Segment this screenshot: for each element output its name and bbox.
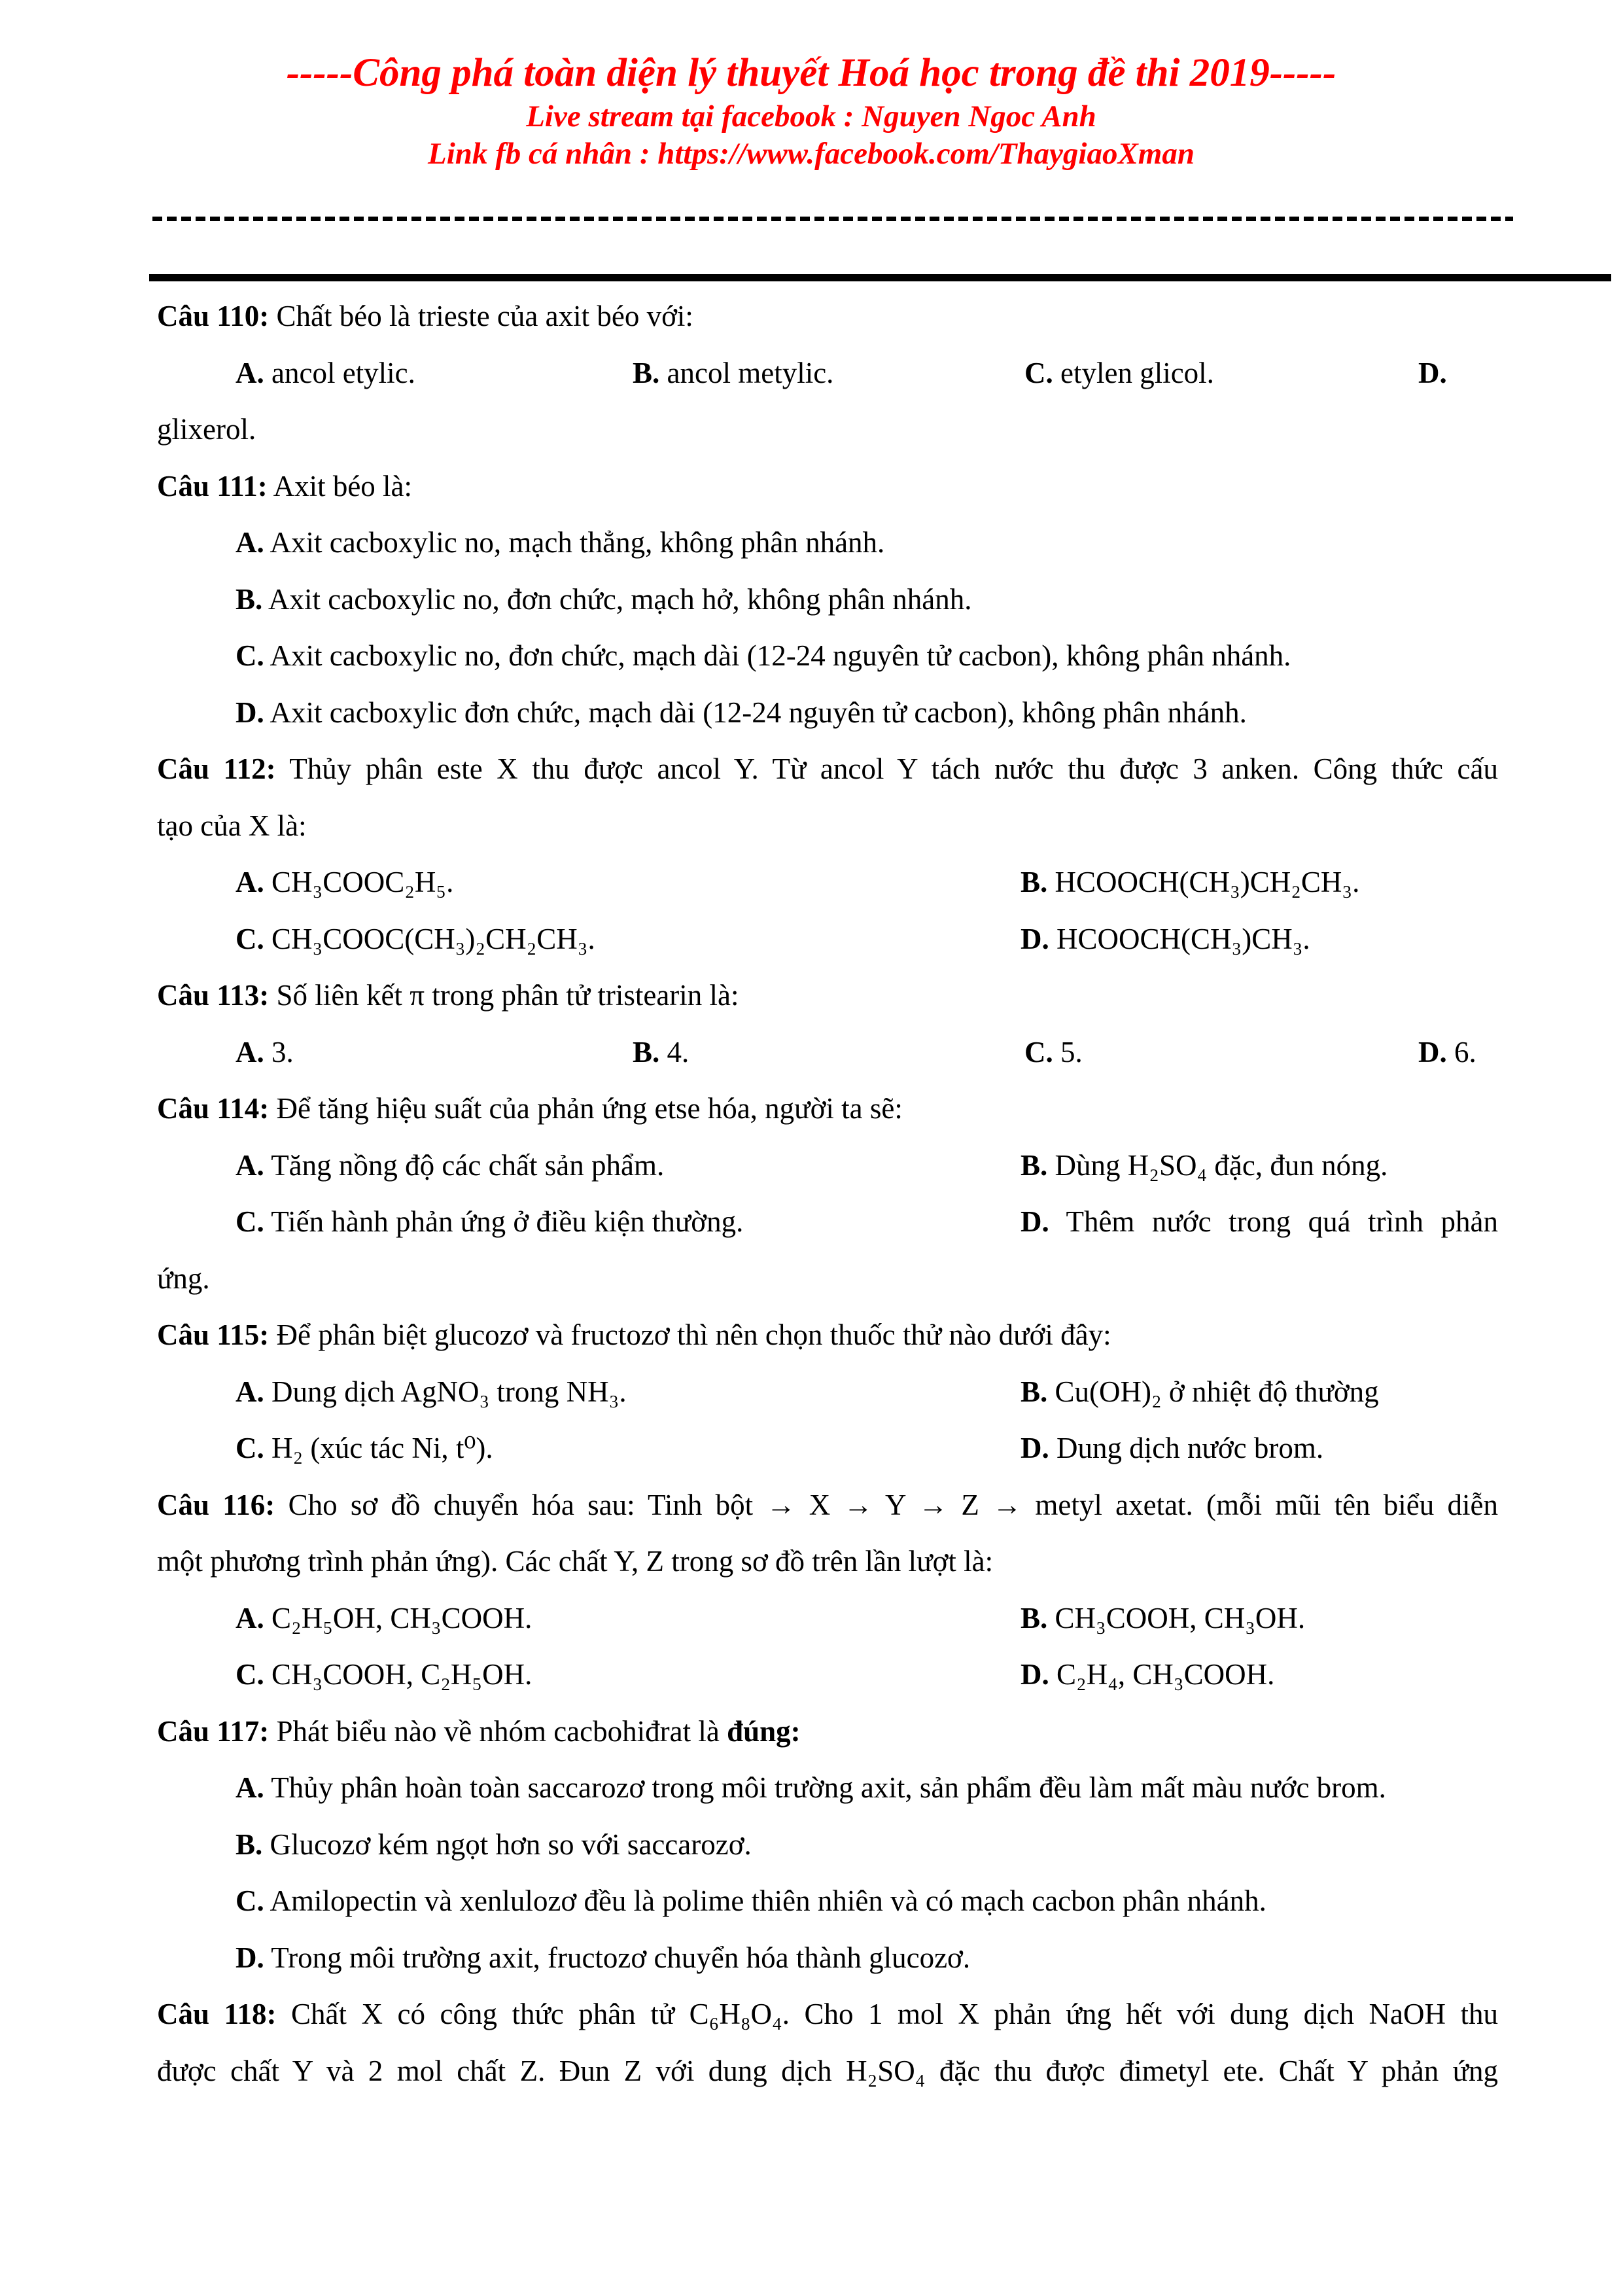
question-111-label: Câu 111: — [157, 469, 268, 503]
option-110-d-continuation: glixerol. — [157, 413, 256, 446]
option-113-d-text: 6. — [1454, 1035, 1476, 1069]
option-115-a-label: A. — [236, 1375, 264, 1408]
option-114-c-text: Tiến hành phản ứng ở điều kiện thường. — [271, 1205, 744, 1238]
option-115-c — [236, 1420, 493, 1477]
option-116-a — [236, 1590, 532, 1647]
question-115-text: Để phân biệt glucozơ và fructozơ thì nên chọn thuốc thử nào dưới đây: — [276, 1318, 1111, 1351]
option-111-a-text: Axit cacboxylic no, mạch thẳng, không phân nhánh. — [270, 526, 885, 559]
option-115-a-text: Dung dịch AgNO₃ trong NH₃. — [271, 1375, 627, 1408]
questions-content — [157, 288, 1498, 2099]
option-117-a-text: Thủy phân hoàn toàn saccarozơ trong môi trường axit, sản phẩm đều làm mất màu nước brom. — [271, 1771, 1386, 1804]
option-116-d-label: D. — [1021, 1658, 1049, 1691]
option-117-c-label: C. — [236, 1884, 264, 1917]
option-115-a — [236, 1364, 627, 1421]
question-115-options-row-2 — [157, 1420, 1498, 1477]
option-115-b-label: B. — [1021, 1375, 1048, 1408]
option-110-a-label: A. — [236, 356, 264, 389]
option-113-c — [1024, 1024, 1083, 1081]
question-110-stem — [157, 288, 1498, 345]
option-112-b — [1021, 854, 1359, 911]
option-110-c — [1024, 345, 1214, 402]
option-113-b-label: B. — [633, 1035, 660, 1069]
option-114-d-continuation: ứng. — [157, 1262, 210, 1295]
option-110-c-text: etylen glicol. — [1060, 356, 1214, 389]
option-117-a-row — [157, 1759, 1498, 1816]
option-117-c — [236, 1873, 1266, 1930]
option-112-d — [1021, 911, 1310, 968]
option-115-c-label: C. — [236, 1432, 264, 1464]
question-111-stem — [157, 458, 1498, 515]
question-112-text-continuation: tạo của X là: — [157, 809, 307, 842]
option-113-b — [633, 1024, 689, 1081]
question-118-stem — [157, 1986, 1498, 2043]
option-116-d-text: C₂H₄, CH₃COOH. — [1056, 1658, 1275, 1691]
option-114-a — [236, 1137, 664, 1194]
option-110-c-label: C. — [1024, 356, 1053, 389]
option-112-b-text: HCOOCH(CH₃)CH₂CH₃. — [1055, 866, 1360, 898]
option-111-a-row — [157, 514, 1498, 571]
question-113-label: Câu 113: — [157, 979, 270, 1012]
question-114-stem — [157, 1080, 1498, 1137]
question-113-options-row — [157, 1024, 1498, 1081]
option-117-c-row — [157, 1873, 1498, 1930]
option-113-d — [1418, 1024, 1476, 1081]
option-115-c-text: H₂ (xúc tác Ni, t⁰). — [271, 1432, 493, 1464]
option-114-a-label: A. — [236, 1148, 264, 1182]
option-117-d-label: D. — [236, 1941, 264, 1974]
option-117-b-label: B. — [236, 1828, 263, 1861]
option-117-d — [236, 1930, 970, 1987]
document-header — [141, 48, 1482, 173]
option-111-b — [236, 571, 972, 628]
option-114-d — [1021, 1193, 1498, 1250]
header-livestream-line: Live stream tại facebook : Nguyen Ngoc Anh — [526, 99, 1096, 133]
option-112-b-label: B. — [1021, 866, 1048, 898]
option-116-c — [236, 1646, 532, 1703]
option-112-d-text: HCOOCH(CH₃)CH₃. — [1056, 922, 1310, 955]
option-113-c-label: C. — [1024, 1035, 1053, 1069]
question-111-text: Axit béo là: — [273, 469, 413, 503]
option-110-b-text: ancol metylic. — [667, 356, 834, 389]
option-111-c — [236, 627, 1291, 684]
option-115-b — [1021, 1364, 1379, 1421]
option-114-b — [1021, 1137, 1387, 1194]
option-113-b-text: 4. — [667, 1035, 689, 1069]
option-114-c — [236, 1193, 743, 1250]
question-116-options-row-1 — [157, 1590, 1498, 1647]
option-111-c-label: C. — [236, 639, 264, 672]
header-facebook-link: Link fb cá nhân : https://www.facebook.com/ThaygiaoXman — [427, 137, 1195, 171]
header-title: -----Công phá toàn diện lý thuyết Hoá học trong đề thi 2019----- — [286, 51, 1336, 95]
option-117-a-label: A. — [236, 1771, 264, 1804]
question-117-stem — [157, 1703, 1498, 1760]
option-110-b — [633, 345, 833, 402]
option-113-a — [236, 1024, 294, 1081]
option-112-c — [236, 911, 595, 968]
option-111-a — [236, 514, 884, 571]
question-117-emphasis: đúng: — [727, 1714, 801, 1748]
option-116-a-label: A. — [236, 1601, 264, 1634]
option-116-d — [1021, 1646, 1274, 1703]
option-115-b-text: Cu(OH)₂ ở nhiệt độ thường — [1055, 1375, 1379, 1408]
option-112-c-label: C. — [236, 922, 264, 955]
option-110-d — [1418, 345, 1447, 402]
option-116-b-text: CH₃COOH, CH₃OH. — [1055, 1601, 1306, 1634]
option-111-c-row — [157, 627, 1498, 684]
question-110-text: Chất béo là trieste của axit béo với: — [276, 300, 693, 332]
question-116-text-continuation: một phương trình phản ứng). Các chất Y, Z trong sơ đồ trên lần lượt là: — [157, 1545, 994, 1578]
question-110-options-row — [157, 345, 1498, 402]
thick-divider — [149, 274, 1611, 281]
option-111-b-row — [157, 571, 1498, 628]
question-117-label: Câu 117: — [157, 1714, 270, 1748]
question-113-stem — [157, 967, 1498, 1024]
option-113-c-text: 5. — [1060, 1035, 1083, 1069]
option-116-c-label: C. — [236, 1658, 264, 1691]
option-112-d-label: D. — [1021, 922, 1049, 955]
option-114-d-label: D. — [1021, 1205, 1049, 1238]
question-116-stem — [157, 1477, 1498, 1534]
question-115-label: Câu 115: — [157, 1318, 270, 1351]
option-112-a-text: CH₃COOC₂H₅. — [271, 866, 454, 898]
option-114-b-label: B. — [1021, 1148, 1048, 1182]
option-112-a-label: A. — [236, 866, 264, 898]
option-114-b-text: Dùng H₂SO₄ đặc, đun nóng. — [1055, 1148, 1388, 1182]
question-116-label: Câu 116: — [157, 1488, 275, 1521]
option-117-b — [236, 1816, 752, 1873]
question-113-text: Số liên kết π trong phân tử tristearin là: — [276, 979, 739, 1012]
option-110-a — [236, 345, 415, 402]
question-116-text: Cho sơ đồ chuyển hóa sau: Tinh bột → X → Y → Z → metyl axetat. (mỗi mũi tên biểu diễn — [288, 1488, 1499, 1521]
option-114-d-text: Thêm nước trong quá trình phản — [1066, 1205, 1499, 1238]
question-118-text: Chất X có công thức phân tử C₆H₈O₄. Cho 1 mol X phản ứng hết với dung dịch NaOH thu — [291, 1998, 1499, 2030]
option-117-a — [236, 1759, 1386, 1816]
option-111-b-label: B. — [236, 582, 263, 616]
question-117-text: Phát biểu nào về nhóm cacbohiđrat là — [276, 1714, 720, 1748]
option-115-d-label: D. — [1021, 1432, 1049, 1464]
option-113-a-label: A. — [236, 1035, 264, 1069]
question-112-options-row-2 — [157, 911, 1498, 968]
question-115-options-row-1 — [157, 1364, 1498, 1421]
option-111-d — [236, 684, 1247, 741]
question-114-text: Để tăng hiệu suất của phản ứng etse hóa, người ta sẽ: — [276, 1092, 903, 1125]
question-112-stem — [157, 741, 1498, 798]
option-114-c-label: C. — [236, 1205, 264, 1238]
option-117-c-text: Amilopectin và xenlulozơ đều là polime thiên nhiên và có mạch cacbon phân nhánh. — [270, 1884, 1266, 1917]
option-111-d-label: D. — [236, 696, 264, 729]
question-110-label: Câu 110: — [157, 300, 270, 332]
question-112-text: Thủy phân este X thu được ancol Y. Từ ancol Y tách nước thu được 3 anken. Công thức cấu — [289, 752, 1499, 785]
option-117-b-text: Glucozơ kém ngọt hơn so với saccarozơ. — [270, 1828, 752, 1861]
question-114-options-row-2 — [157, 1193, 1498, 1250]
option-113-d-label: D. — [1418, 1035, 1447, 1069]
option-116-c-text: CH₃COOH, C₂H₅OH. — [271, 1658, 532, 1691]
option-117-d-text: Trong môi trường axit, fructozơ chuyển hóa thành glucozơ. — [271, 1941, 971, 1974]
option-116-b-label: B. — [1021, 1601, 1048, 1634]
option-111-d-text: Axit cacboxylic đơn chức, mạch dài (12-24 nguyên tử cacbon), không phân nhánh. — [270, 696, 1247, 729]
question-115-stem — [157, 1307, 1498, 1364]
option-110-a-text: ancol etylic. — [271, 356, 415, 389]
option-110-b-label: B. — [633, 356, 660, 389]
option-117-b-row — [157, 1816, 1498, 1873]
option-112-a — [236, 854, 453, 911]
option-115-d — [1021, 1420, 1323, 1477]
option-111-d-row — [157, 684, 1498, 741]
question-118-text-continuation: được chất Y và 2 mol chất Z. Đun Z với dung dịch H₂SO₄ đặc thu được đimetyl ete. Chất Y phản ứng — [157, 2054, 1498, 2087]
question-116-options-row-2 — [157, 1646, 1498, 1703]
dashed-divider — [152, 217, 1513, 221]
question-112-options-row-1 — [157, 854, 1498, 911]
question-114-label: Câu 114: — [157, 1092, 270, 1125]
question-118-label: Câu 118: — [157, 1998, 277, 2030]
option-111-b-text: Axit cacboxylic no, đơn chức, mạch hở, không phân nhánh. — [268, 582, 972, 616]
option-115-d-text: Dung dịch nước brom. — [1056, 1432, 1324, 1464]
option-117-d-row — [157, 1930, 1498, 1987]
option-112-c-text: CH₃COOC(CH₃)₂CH₂CH₃. — [271, 922, 595, 955]
option-110-d-label: D. — [1418, 356, 1447, 389]
option-111-a-label: A. — [236, 526, 264, 559]
question-112-label: Câu 112: — [157, 752, 276, 785]
option-116-a-text: C₂H₅OH, CH₃COOH. — [271, 1601, 532, 1634]
option-116-b — [1021, 1590, 1305, 1647]
option-114-a-text: Tăng nồng độ các chất sản phẩm. — [271, 1148, 665, 1182]
option-111-c-text: Axit cacboxylic no, đơn chức, mạch dài (12-24 nguyên tử cacbon), không phân nhánh. — [270, 639, 1291, 672]
question-114-options-row-1 — [157, 1137, 1498, 1194]
option-113-a-text: 3. — [271, 1035, 294, 1069]
